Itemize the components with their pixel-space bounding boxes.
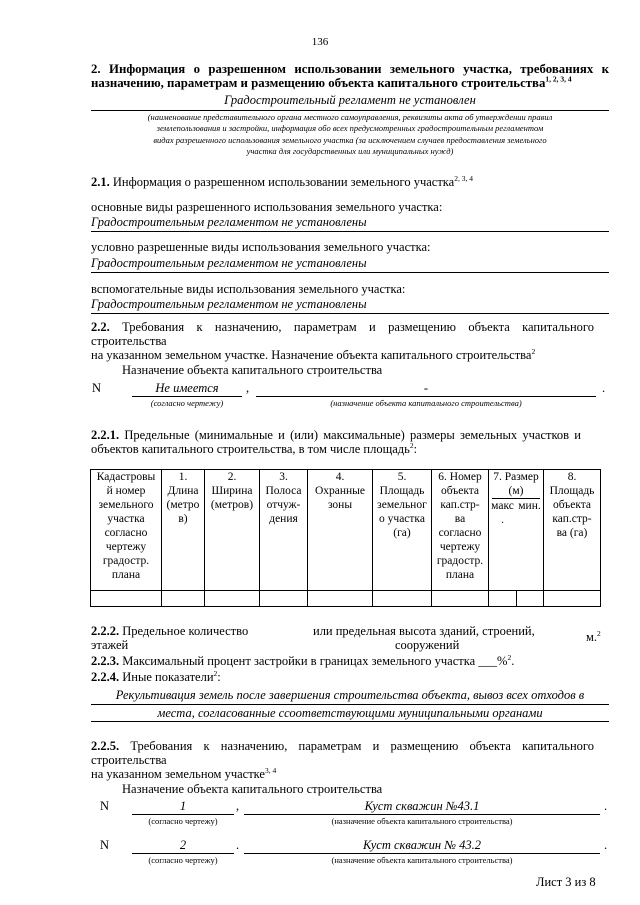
parameters-table: [90, 469, 601, 607]
s225-line1: 2.2.5. Требования к назначению, параметрам и размещению объекта капитального: [91, 739, 594, 753]
s224-underline2: [91, 721, 609, 722]
s22-n-label: N: [92, 381, 102, 395]
s22-line1: 2.2. Требования к назначению, параметрам и размещению объекта капитального: [91, 320, 594, 334]
s22-n-value: Не имеется: [155, 381, 219, 395]
s225-row1-value: Куст скважин №43.1: [364, 799, 480, 813]
s223-line: 2.2.3. Максимальный процент застройки в границах земельного участка ___%$^2$.: [91, 652, 515, 668]
s225-row2-value: Куст скважин № 43.2: [363, 838, 481, 852]
s225-row2-end: .: [604, 838, 608, 852]
s224-value-line1: Рекультивация земель после завершения строительства объекта, вывоз всех отходов в: [115, 688, 585, 702]
s224-heading: 2.2.4. Иные показатели$^2$:: [91, 668, 221, 684]
s224-value-line2: места, согласованные ссоответствующими муниципальными органами: [157, 706, 543, 720]
s22-purpose-underline: [256, 396, 596, 397]
s225-line3: на указанном земельном участке$^{3, 4}$: [91, 765, 277, 781]
s222-line4: сооружений: [395, 638, 460, 652]
col-size-min: мин.: [518, 500, 541, 512]
s22-dot: .: [602, 381, 606, 395]
s225-row1-number-underline: [132, 814, 234, 815]
s224-underline1: [91, 704, 609, 705]
s225-row2-caption-right: (назначение объекта капитального строительства): [331, 855, 513, 865]
s21-main-label: основные виды разрешенного использования земельного участка:: [91, 200, 443, 214]
col-cadastral: Кадастровы й номер земельного участка согласно чертежу градостр. плана: [91, 470, 162, 591]
s22-purpose-label: Назначение объекта капитального строительства: [122, 363, 383, 377]
s22-purpose-value: -: [423, 381, 429, 395]
table-cell: [91, 591, 162, 607]
s22-comma: ,: [246, 381, 250, 395]
s21-main-underline: [91, 231, 609, 232]
s22-line3: на указанном земельном участке. Назначение объекта капитального строительства$^2$: [91, 346, 536, 362]
table-cell: [432, 591, 489, 607]
col-width: 2. Ширина (метров): [205, 470, 260, 591]
s21-cond-label: условно разрешенные виды использования земельного участка:: [91, 240, 431, 254]
s225-row1-caption-right: (назначение объекта капитального строительства): [331, 816, 513, 826]
section2-heading-line1: 2. Информация о разрешенном использовании земельного участка, требованиях к: [91, 62, 609, 76]
s222-line1: 2.2.2. Предельное количество: [91, 624, 249, 638]
s225-row2-sep: .: [236, 838, 240, 852]
col-length: 1. Длина (метро в): [162, 470, 205, 591]
s225-row2-caption-left: (согласно чертежу): [148, 855, 218, 865]
s225-purpose-label: Назначение объекта капитального строительства: [122, 782, 383, 796]
s225-row2-number: 2: [179, 838, 187, 852]
table-cell: [489, 591, 544, 607]
s225-row1-number: 1: [179, 799, 187, 813]
table-cell: [205, 591, 260, 607]
table-row: [91, 591, 601, 607]
s225-row1-end: .: [604, 799, 608, 813]
s225-row2-n-label: N: [100, 838, 110, 852]
s221-line1: 2.2.1. Предельные (минимальные и (или) максимальные) размеры земельных участков и: [91, 428, 581, 442]
s22-caption-right: (назначение объекта капитального строительства): [330, 398, 522, 408]
page-number: 136: [311, 36, 329, 48]
s225-row1-sep: ,: [236, 799, 240, 813]
s21-cond-value: Градостроительным регламентом не установлены: [91, 256, 367, 270]
col-size-max: макс .: [491, 500, 514, 526]
s225-row2-number-underline: [132, 853, 234, 854]
regulation-value: Градостроительный регламент не установлен: [224, 93, 476, 107]
col-object-number: 6. Номер объекта кап.стр- ва согласно чертежу градостр. плана: [432, 470, 489, 591]
regulation-note: (наименование представительного органа местного самоуправления, реквизиты акта об утверждении правил землепользования и застройки, информация обо всех предусмотренных градостроительным регламентом видах разрешенного использования земельного участка (за исключением случаев предоставления земельного участка для государственных или муниципальных нужд): [147, 112, 553, 156]
col-area: 5. Площадь земельног о участка (га): [373, 470, 432, 591]
regulation-underline: [91, 110, 609, 111]
table-header-row: [91, 470, 601, 591]
s225-line2: строительства: [91, 753, 167, 767]
s21-aux-value: Градостроительным регламентом не установлены: [91, 297, 367, 311]
s225-row2-value-underline: [244, 853, 600, 854]
col-object-area: 8. Площадь объекта кап.стр- ва (га): [544, 470, 601, 591]
table-cell: [544, 591, 601, 607]
col-size: 7. Размер (м) макс . мин.: [489, 470, 544, 591]
s22-caption-left: (согласно чертежу): [150, 398, 224, 408]
s21-aux-label: вспомогательные виды использования земельного участка:: [91, 282, 406, 296]
table-cell: [162, 591, 205, 607]
s21-heading: 2.1. Информация о разрешенном использовании земельного участка$^{2, 3, 4}$: [91, 173, 473, 189]
table-cell: [373, 591, 432, 607]
s21-cond-underline: [91, 272, 609, 273]
s222-unit: м.$^2$: [586, 628, 601, 644]
s222-line3: или предельная высота зданий, строений,: [313, 624, 535, 638]
col-alienation: 3. Полоса отчуж- дения: [260, 470, 308, 591]
section2-heading-line2: назначению, параметрам и размещению объекта капитального строительства$^{1, 2, 3, 4}$: [91, 74, 572, 90]
table-cell: [260, 591, 308, 607]
s21-aux-underline: [91, 313, 609, 314]
table-cell: [308, 591, 373, 607]
s221-line2: объектов капитального строительства, в том числе площадь$^2$:: [91, 440, 418, 456]
s225-row1-value-underline: [244, 814, 600, 815]
s22-n-underline: [132, 396, 242, 397]
s225-row1-caption-left: (согласно чертежу): [148, 816, 218, 826]
s21-main-value: Градостроительным регламентом не установлены: [91, 215, 367, 229]
sheet-counter: Лист 3 из 8: [536, 875, 596, 889]
col-protected-zones: 4. Охранные зоны: [308, 470, 373, 591]
s22-line2: строительства: [91, 334, 167, 348]
s225-row1-n-label: N: [100, 799, 110, 813]
s222-line2: этажей: [91, 638, 129, 652]
